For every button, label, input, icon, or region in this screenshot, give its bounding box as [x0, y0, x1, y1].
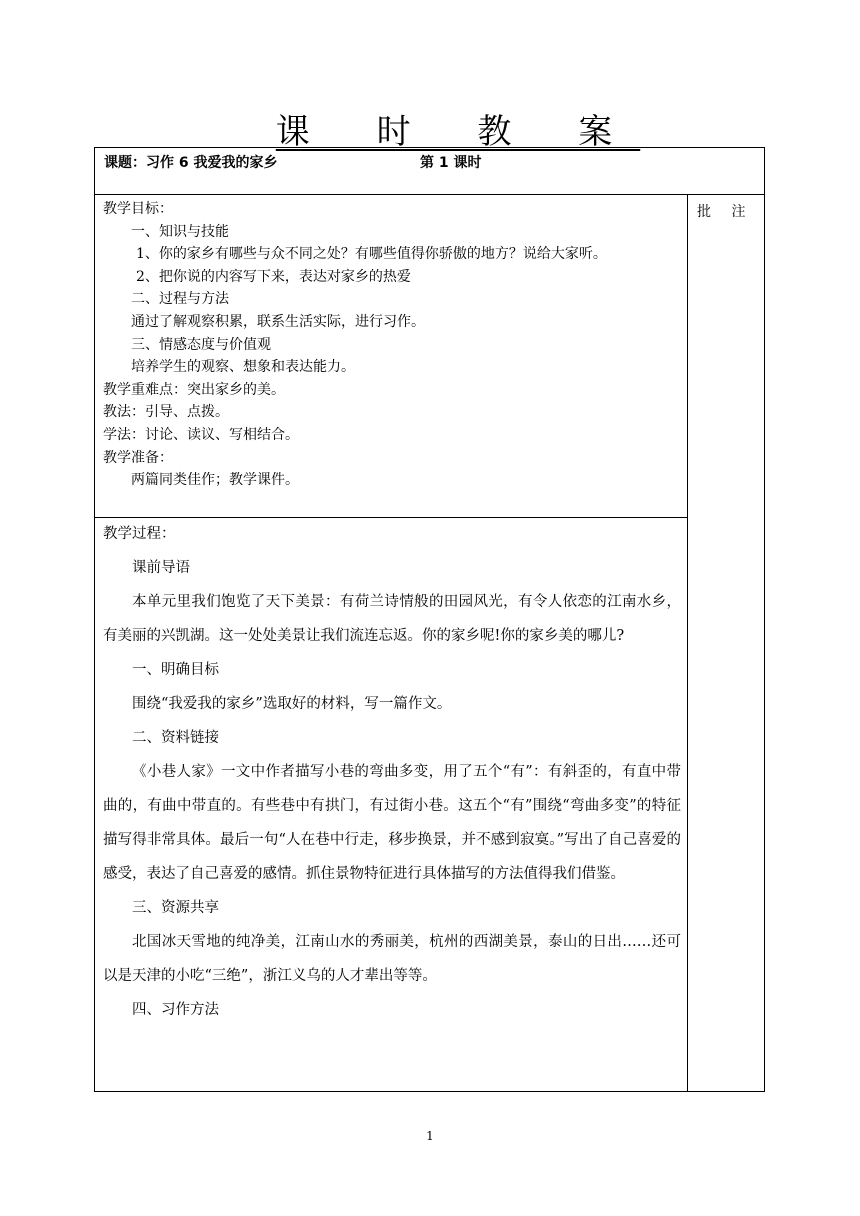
objective-item-1: 1、你的家乡有哪些与众不同之处？有哪些值得你骄傲的地方？说给大家听。: [136, 246, 607, 263]
teaching-process-section: [103, 522, 681, 1027]
intro-text: 本单元里我们饱览了天下美景：有荷兰诗情般的田园风光，有令人依恋的江南水乡，有美丽的兴凯湖。这一处处美景让我们流连忘返。你的家乡呢!你的家乡美的哪儿?: [103, 594, 681, 644]
objective-item-4: 培养学生的观察、想象和表达能力。: [131, 359, 355, 376]
section-1-title: 一、明确目标: [132, 662, 219, 678]
table-divider-annotation-column: [687, 194, 688, 1092]
section-process-methods: 二、过程与方法: [131, 291, 229, 308]
learning-method: 学法：讨论、读议、写相结合。: [103, 426, 299, 443]
section-3-text: 北国冰天雪地的纯净美，江南山水的秀丽美，杭州的西湖美景，泰山的日出……还可以是天津的小吃“三绝”，浙江义乌的人才辈出等等。: [103, 934, 681, 984]
section-1-text: 围绕“我爱我的家乡”选取好的材料，写一篇作文。: [132, 696, 452, 712]
table-divider-objectives: [94, 517, 687, 518]
lesson-period: 第 1 课时: [420, 155, 482, 171]
table-divider-header: [94, 194, 765, 195]
lesson-header: [104, 152, 482, 172]
objective-item-3: 通过了解观察积累，联系生活实际，进行习作。: [131, 313, 425, 330]
teaching-method: 教法：引导、点拨。: [103, 404, 229, 421]
key-points: 教学重难点：突出家乡的美。: [103, 381, 285, 398]
section-knowledge-skills: 一、知识与技能: [131, 223, 229, 240]
page-title: 课 时 教 案: [275, 112, 641, 152]
objective-item-2: 2、把你说的内容写下来，表达对家乡的热爱: [136, 268, 411, 285]
lesson-topic: 课题：习作 6 我爱我的家乡: [104, 155, 278, 171]
page-number: 1: [426, 1129, 434, 1143]
objectives-heading: 教学目标：: [103, 201, 173, 217]
process-heading: 教学过程：: [103, 526, 176, 542]
preparation-heading: 教学准备：: [103, 449, 173, 466]
section-4-title: 四、习作方法: [132, 1002, 219, 1018]
annotation-label: 批 注: [697, 204, 754, 220]
section-2-title: 二、资料链接: [132, 730, 219, 746]
section-2-text: 《小巷人家》一文中作者描写小巷的弯曲多变，用了五个“有”：有斜歪的，有直中带曲的，有曲中带直的。有些巷中有拱门，有过街小巷。这五个“有”围绕“弯曲多变”的特征描写得非常具体。最后一句“人在巷中行走，移步换景，并不感到寂寞。”写出了自己喜爱的感受，表达了自己喜爱的感情。抓住景物特征进行具体描写的方法值得我们借鉴。: [103, 764, 681, 882]
preparation-text: 两篇同类佳作；教学课件。: [131, 472, 299, 489]
objectives-section: [103, 198, 681, 492]
intro-title: 课前导语: [132, 560, 190, 576]
section-emotion-values: 三、情感态度与价值观: [131, 336, 271, 353]
section-3-title: 三、资源共享: [132, 900, 219, 916]
